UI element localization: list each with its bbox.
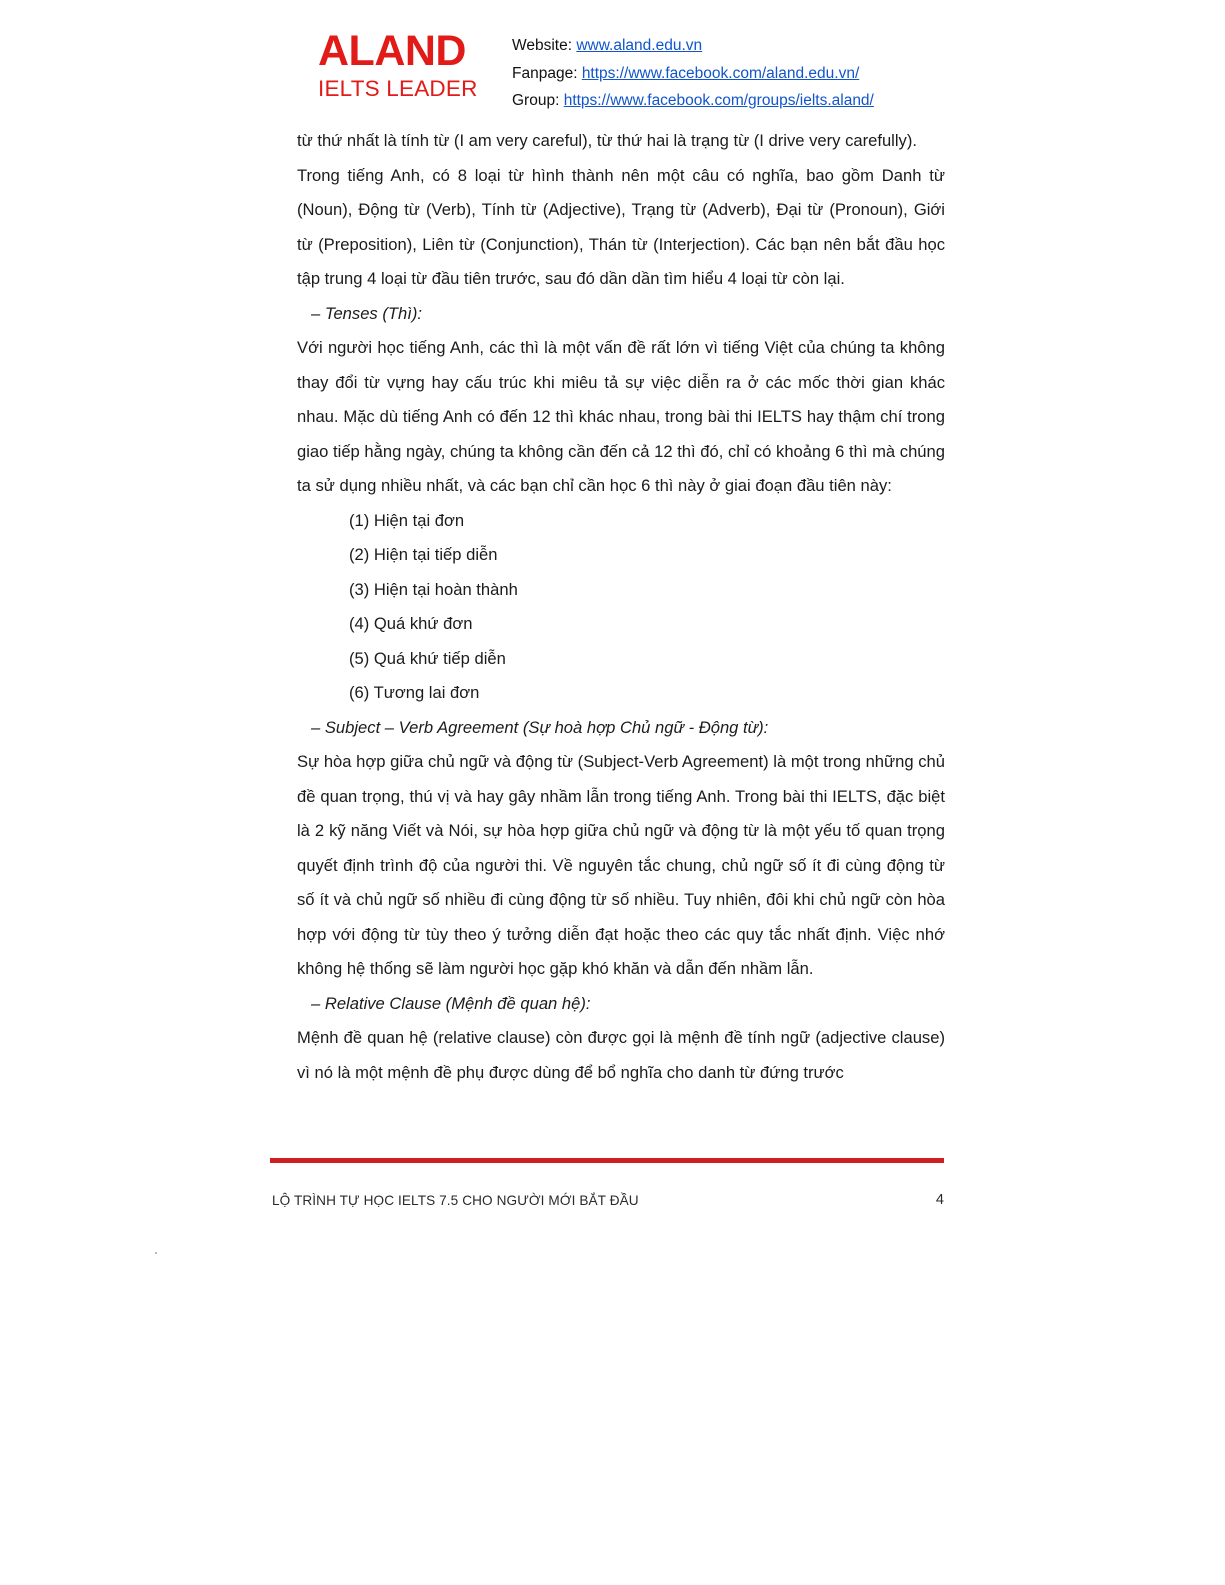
group-label: Group:	[512, 92, 564, 110]
group-line	[512, 87, 874, 115]
paragraph-continuation: từ thứ nhất là tính từ (I am very careful), từ thứ hai là trạng từ (I drive very carefully).	[297, 131, 917, 150]
fanpage-link[interactable]: https://www.facebook.com/aland.edu.vn/	[581, 64, 860, 82]
heading-subject-verb-agreement: – Subject – Verb Agreement (Sự hoà hợp Chủ ngữ - Động từ):	[311, 717, 769, 737]
heading-tenses: – Tenses (Thì):	[311, 303, 422, 323]
footer-title: LỘ TRÌNH TỰ HỌC IELTS 7.5 CHO NGƯỜI MỚI BẮT ĐẦU	[272, 1192, 639, 1208]
fanpage-line	[512, 60, 874, 88]
paragraph-word-classes: Trong tiếng Anh, có 8 loại từ hình thành nên một câu có nghĩa, bao gồm Danh từ (Noun), Động từ (Verb), Tính từ (Adjective), Trạng từ (Adverb), Đại từ (Pronoun), Giới từ (Preposition), Liên từ (Conjunction), Thán từ (Interjection). Các bạn nên bắt đầu học tập trung 4 loại từ đầu tiên trước, sau đó dần dần tìm hiểu 4 loại từ còn lại.	[297, 165, 945, 288]
paragraph-tenses: Với người học tiếng Anh, các thì là một vấn đề rất lớn vì tiếng Việt của chúng ta không thay đổi từ vựng hay cấu trúc khi miêu tả sự việc diễn ra ở các mốc thời gian khác nhau. Mặc dù tiếng Anh có đến 12 thì khác nhau, trong bài thi IELTS hay thậm chí trong giao tiếp hằng ngày, chúng ta không cần đến cả 12 thì đó, chỉ có khoảng 6 thì mà chúng ta sử dụng nhiều nhất, và các bạn chỉ cần học 6 thì này ở giai đoạn đầu tiên này:	[297, 338, 945, 495]
list-item: (6) Tương lai đơn	[349, 683, 480, 702]
logo-wordmark: ALAND	[318, 27, 466, 75]
aland-logo	[318, 26, 498, 102]
website-label: Website:	[512, 37, 577, 54]
footer-divider	[270, 1158, 944, 1163]
group-link[interactable]: https://www.facebook.com/groups/ielts.aland/	[563, 92, 874, 110]
website-link[interactable]: www.aland.edu.vn	[576, 37, 703, 54]
logo-tagline: IELTS LEADER	[318, 76, 478, 101]
heading-relative-clause: – Relative Clause (Mệnh đề quan hệ):	[311, 993, 591, 1013]
page-footer	[272, 1192, 944, 1208]
list-item: (4) Quá khứ đơn	[349, 614, 473, 633]
contact-info	[512, 26, 874, 115]
page-number: 4	[935, 1192, 944, 1208]
website-line	[512, 32, 874, 60]
page-header	[318, 26, 978, 115]
page-body	[297, 124, 945, 1090]
tense-list	[297, 504, 945, 711]
paragraph-subject-verb-agreement: Sự hòa hợp giữa chủ ngữ và động từ (Subject-Verb Agreement) là một trong những chủ đề quan trọng, thú vị và hay gây nhầm lẫn trong tiếng Anh. Trong bài thi IELTS, đặc biệt là 2 kỹ năng Viết và Nói, sự hòa hợp giữa chủ ngữ và động từ là một yếu tố quan trọng quyết định trình độ của người thi. Về nguyên tắc chung, chủ ngữ số ít đi cùng động từ số ít và chủ ngữ số nhiều đi cùng động từ số nhiều. Tuy nhiên, đôi khi chủ ngữ còn hòa hợp với động từ tùy theo ý tưởng diễn đạt hoặc theo các quy tắc nhất định. Việc nhớ không hệ thống sẽ làm người học gặp khó khăn và dẫn đến nhầm lẫn.	[297, 752, 945, 978]
paragraph-relative-clause: Mệnh đề quan hệ (relative clause) còn được gọi là mệnh đề tính ngữ (adjective clause) vì nó là một mệnh đề phụ được dùng để bổ nghĩa cho danh từ đứng trước	[297, 1028, 945, 1082]
list-item: (1) Hiện tại đơn	[349, 510, 465, 530]
fanpage-label: Fanpage:	[512, 64, 582, 82]
list-item: (3) Hiện tại hoàn thành	[349, 579, 518, 599]
list-item: (2) Hiện tại tiếp diễn	[349, 545, 498, 564]
list-item: (5) Quá khứ tiếp diễn	[349, 648, 506, 668]
scan-artifact	[155, 1252, 157, 1254]
